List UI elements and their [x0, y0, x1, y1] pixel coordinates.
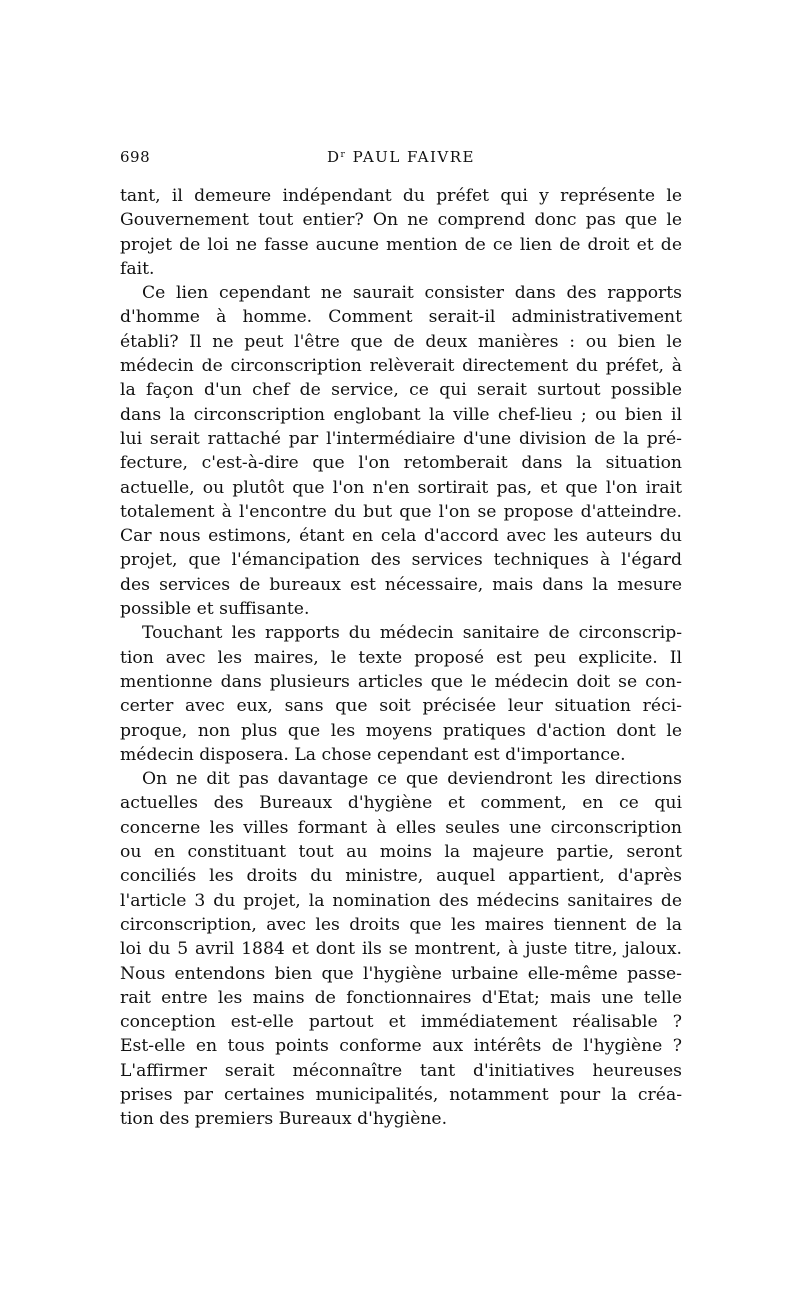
- text-line: Gouvernement tout entier? On ne comprend donc pas que le: [120, 210, 682, 231]
- text-line: totalement à l'encontre du but que l'on se propose d'atteindre.: [120, 501, 682, 522]
- text-line: tion des premiers Bureaux d'hygiène.: [120, 1109, 448, 1130]
- text-line: Car nous estimons, étant en cela d'accord avec les auteurs du: [120, 526, 682, 547]
- text-line: lui serait rattaché par l'intermédiaire d'une division de la pré-: [120, 428, 682, 449]
- text-line: Ce lien cependant ne saurait consister dans des rapports: [142, 283, 682, 304]
- text-line: loi du 5 avril 1884 et dont ils se montrent, à juste titre, jaloux.: [120, 939, 682, 960]
- running-head: [120, 148, 682, 172]
- text-line: médecin de circonscription relèverait directement du préfet, à: [120, 356, 682, 377]
- text-line: la façon d'un chef de service, ce qui serait surtout possible: [120, 380, 682, 401]
- text-line: certer avec eux, sans que soit précisée leur situation réci-: [120, 696, 682, 717]
- text-line: tion avec les maires, le texte proposé est peu explicite. Il: [120, 647, 682, 668]
- author-prefix: D: [327, 148, 341, 166]
- text-line: proque, non plus que les moyens pratiques d'action dont le: [120, 720, 682, 741]
- text-line: l'article 3 du projet, la nomination des médecins sanitaires de: [120, 890, 682, 911]
- text-line: mentionne dans plusieurs articles que le médecin doit se con-: [120, 671, 682, 692]
- text-line: concerne les villes formant à elles seules une circonscription: [120, 817, 682, 838]
- text-line: possible et suffisante.: [120, 599, 310, 620]
- header-title: [120, 148, 682, 166]
- text-line: On ne dit pas davantage ce que deviendront les directions: [142, 769, 682, 790]
- text-line: actuelle, ou plutôt que l'on n'en sortirait pas, et que l'on irait: [120, 477, 682, 498]
- author-prefix-sup: r: [340, 150, 347, 160]
- text-line: conception est-elle partout et immédiatement réalisable ?: [120, 1012, 682, 1033]
- text-line: dans la circonscription englobant la ville chef-lieu ; ou bien il: [120, 404, 682, 425]
- paragraph: [120, 281, 682, 621]
- text-line: d'homme à homme. Comment serait-il administrativement: [120, 307, 682, 328]
- text-line: tant, il demeure indépendant du préfet qui y représente le: [120, 186, 682, 206]
- paragraph: [120, 767, 682, 1131]
- text-line: Est-elle en tous points conforme aux intérêts de l'hygiène ?: [120, 1036, 682, 1057]
- body-text: [120, 184, 682, 1132]
- text-line: rait entre les mains de fonctionnaires d'Etat; mais une telle: [120, 987, 682, 1008]
- text-line: fecture, c'est-à-dire que l'on retomberait dans la situation: [120, 453, 682, 474]
- text-line: conciliés les droits du ministre, auquel appartient, d'après: [120, 866, 682, 887]
- text-line: des services de bureaux est nécessaire, mais dans la mesure: [120, 574, 682, 595]
- paragraph: [120, 621, 682, 767]
- text-line: Nous entendons bien que l'hygiène urbaine elle-même passe-: [120, 963, 682, 984]
- text-line: Touchant les rapports du médecin sanitaire de circonscrip-: [142, 623, 682, 644]
- text-line: ou en constituant tout au moins la majeure partie, seront: [120, 842, 682, 863]
- text-line: circonscription, avec les droits que les maires tiennent de la: [120, 914, 682, 935]
- author-name: PAUL FAIVRE: [352, 148, 475, 166]
- text-line: projet de loi ne fasse aucune mention de ce lien de droit et de: [120, 234, 682, 255]
- text-line: prises par certaines municipalités, notamment pour la créa-: [120, 1084, 682, 1105]
- paragraph: [120, 184, 682, 281]
- text-line: projet, que l'émancipation des services techniques à l'égard: [120, 550, 682, 571]
- page-number: 698: [120, 148, 151, 166]
- text-line: actuelles des Bureaux d'hygiène et comment, en ce qui: [120, 793, 682, 814]
- text-line: L'affirmer serait méconnaître tant d'initiatives heureuses: [120, 1060, 682, 1081]
- text-line: établi? Il ne peut l'être que de deux manières : ou bien le: [120, 331, 682, 352]
- text-line: fait.: [120, 258, 155, 279]
- text-line: médecin disposera. La chose cependant est d'importance.: [120, 744, 626, 765]
